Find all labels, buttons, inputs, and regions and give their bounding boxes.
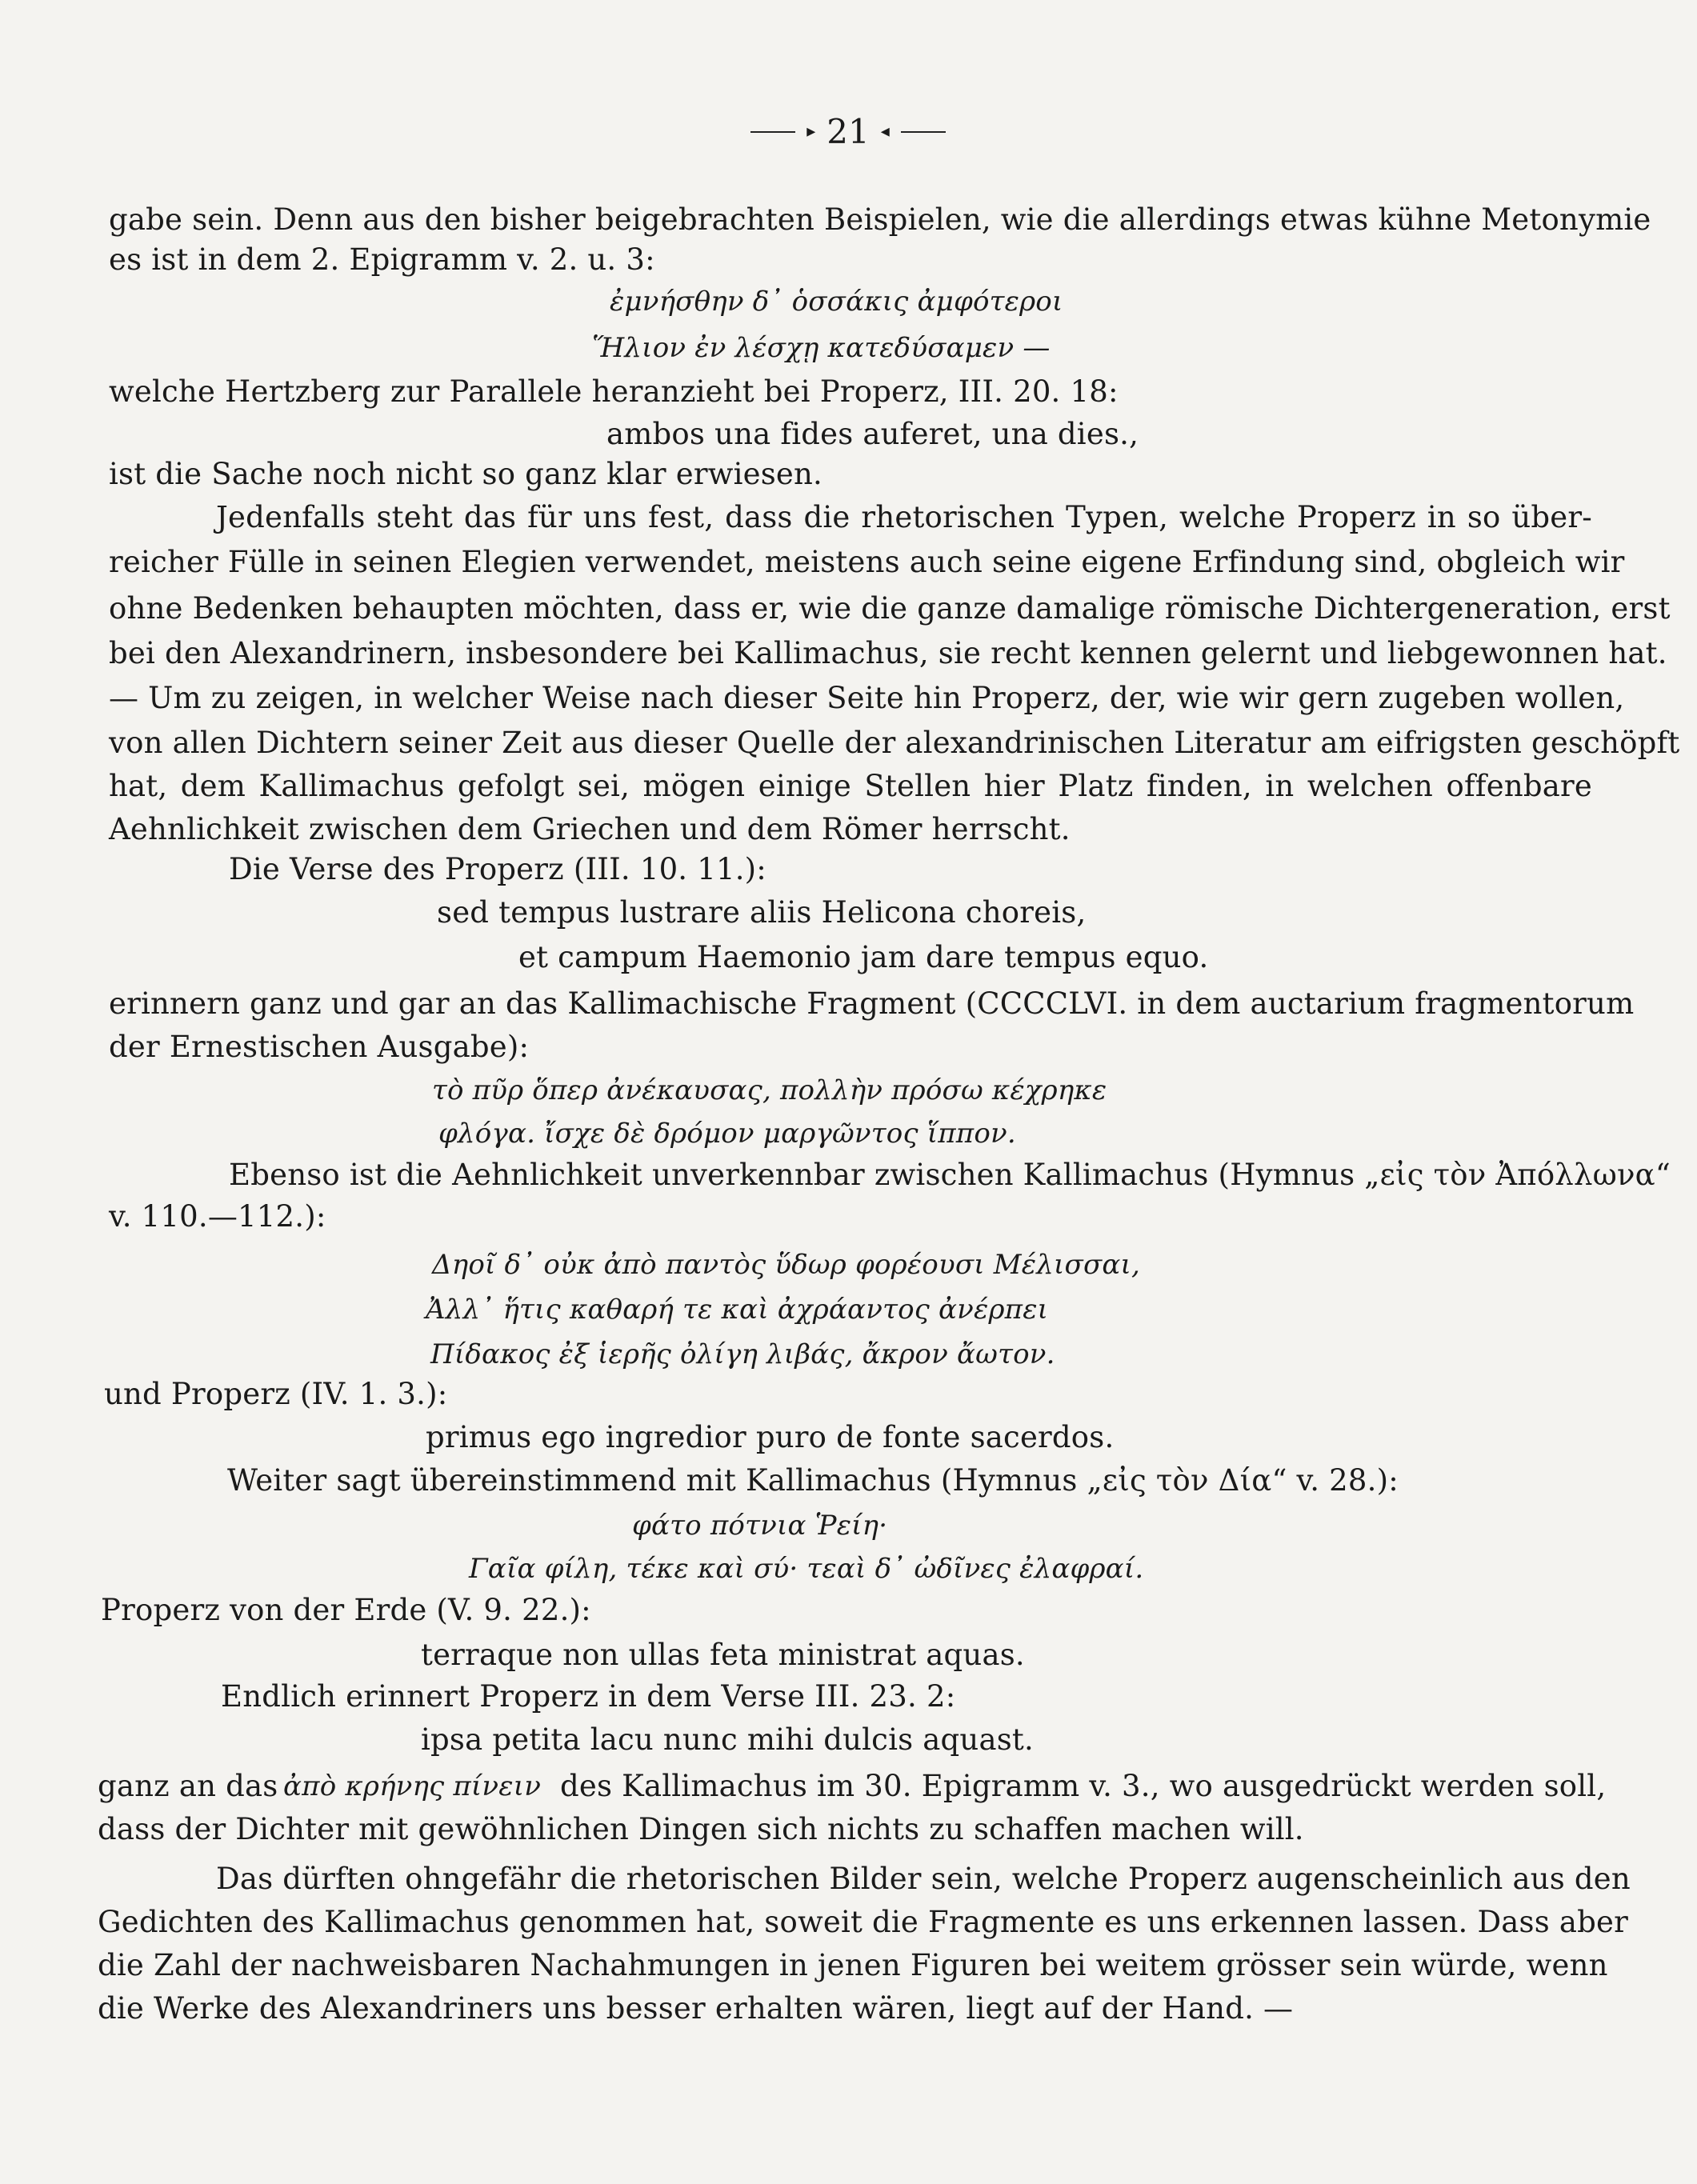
text-line: Ebenso ist die Aehnlichkeit unverkennbar zwischen Kallimachus (Hymnus „εἰς τὸν Ἀπόλλωνα“ <box>229 1158 1671 1192</box>
text-line: welche Hertzberg zur Parallele heranzieht bei Properz, III. 20. 18: <box>109 374 1119 409</box>
text-line: bei den Alexandrinern, insbesondere bei Kallimachus, sie recht kennen gelernt und liebgewonnen hat. <box>109 636 1667 670</box>
page-header <box>744 112 952 152</box>
text-line: Jedenfalls steht das für uns fest, dass die rhetorischen Typen, welche Properz in so über- <box>216 500 1592 534</box>
text-line: ist die Sache noch nicht so ganz klar erwiesen. <box>109 457 822 491</box>
greek-quote-line: Ἀλλ᾽ ἥτις καθαρή τε καὶ ἀχράαντος ἀνέρπει <box>426 1294 1049 1326</box>
text-line: die Zahl der nachweisbaren Nachahmungen in jenen Figuren bei weitem grösser sein würde, wenn <box>98 1948 1608 1982</box>
arrow-right-icon: ▸ <box>806 122 816 142</box>
greek-quote-line: ἐμνήσθην δ᾽ ὁσσάκις ἀμφότεροι <box>610 286 1063 318</box>
latin-quote-line: ipsa petita lacu nunc mihi dulcis aquast. <box>421 1722 1034 1757</box>
header-rule-left <box>750 131 795 133</box>
text-line: es ist in dem 2. Epigramm v. 2. u. 3: <box>109 242 655 277</box>
text-line: Das dürften ohngefähr die rhetorischen Bilder sein, welche Properz augenscheinlich aus den <box>216 1862 1631 1896</box>
text-line: Aehnlichkeit zwischen dem Griechen und dem Römer herrscht. <box>109 812 1071 846</box>
latin-quote-line: ambos una fides auferet, una dies., <box>606 417 1139 451</box>
text-line: von allen Dichtern seiner Zeit aus dieser Quelle der alexandrinischen Literatur am eifrigsten geschöpft <box>109 726 1680 760</box>
text-line: Endlich erinnert Properz in dem Verse III. 23. 2: <box>221 1679 956 1714</box>
text-line-segment: des Kallimachus im 30. Epigramm v. 3., wo ausgedrückt werden soll, <box>560 1769 1607 1803</box>
latin-quote-line: et campum Haemonio jam dare tempus equo. <box>518 940 1209 974</box>
text-line: reicher Fülle in seinen Elegien verwendet, meistens auch seine eigene Erfindung sind, obgleich wir <box>109 545 1625 579</box>
text-line: dass der Dichter mit gewöhnlichen Dingen sich nichts zu schaffen machen will. <box>98 1812 1304 1846</box>
text-line: der Ernestischen Ausgabe): <box>109 1030 530 1064</box>
greek-inline-quote: ἀπὸ κρήνης πίνειν <box>283 1770 542 1802</box>
text-line: die Werke des Alexandriners uns besser erhalten wären, liegt auf der Hand. — <box>98 1991 1294 2026</box>
text-line: erinnern ganz und gar an das Kallimachische Fragment (CCCCLVI. in dem auctarium fragmentorum <box>109 986 1635 1021</box>
text-line: und Properz (IV. 1. 3.): <box>104 1377 448 1411</box>
greek-quote-line: τὸ πῦρ ὅπερ ἀνέκαυσας, πολλὴν πρόσω κέχρηκε <box>432 1074 1107 1106</box>
header-rule-right <box>901 131 946 133</box>
greek-quote-line: Ἥλιον ἐν λέσχῃ κατεδύσαμεν — <box>592 332 1051 364</box>
text-line: gabe sein. Denn aus den bisher beigebrachten Beispielen, wie die allerdings etwas kühne Metonymie <box>109 202 1651 237</box>
text-line: Weiter sagt übereinstimmend mit Kallimachus (Hymnus „εἰς τὸν Δία“ v. 28.): <box>227 1463 1399 1498</box>
greek-quote-line: Δηοῖ δ᾽ οὐκ ἀπὸ παντὸς ὕδωρ φορέουσι Μέλισσαι, <box>432 1249 1141 1281</box>
arrow-left-icon: ◂ <box>880 122 890 142</box>
text-line: Die Verse des Properz (III. 10. 11.): <box>229 852 766 886</box>
text-line: hat, dem Kallimachus gefolgt sei, mögen einige Stellen hier Platz finden, in welchen offenbare <box>109 769 1592 803</box>
latin-quote-line: primus ego ingredior puro de fonte sacerdos. <box>426 1420 1115 1454</box>
greek-quote-line: φάτο πότνια Ῥείη· <box>632 1510 888 1542</box>
latin-quote-line: sed tempus lustrare aliis Helicona choreis, <box>437 895 1087 930</box>
greek-quote-line: Πίδακος ἐξ ἱερῆς ὀλίγη λιβάς, ἄκρον ἄωτον. <box>430 1338 1055 1370</box>
text-line: — Um zu zeigen, in welcher Weise nach dieser Seite hin Properz, der, wie wir gern zugeben wollen, <box>109 681 1625 715</box>
greek-quote-line: φλόγα. ἴσχε δὲ δρόμον μαργῶντος ἵππον. <box>438 1118 1016 1150</box>
text-line: ohne Bedenken behaupten möchten, dass er, wie die ganze damalige römische Dichtergeneration, erst <box>109 591 1671 626</box>
page-number: 21 <box>826 112 870 151</box>
latin-quote-line: terraque non ullas feta ministrat aquas. <box>421 1638 1025 1672</box>
text-line: Gedichten des Kallimachus genommen hat, soweit die Fragmente es uns erkennen lassen. Dass aber <box>98 1905 1629 1939</box>
greek-quote-line: Γαῖα φίλη, τέκε καὶ σύ· τεαὶ δ᾽ ὠδῖνες ἐλαφραί. <box>469 1553 1144 1585</box>
text-line-segment: ganz an das <box>98 1769 278 1803</box>
text-line: v. 110.—112.): <box>109 1199 326 1234</box>
text-line: Properz von der Erde (V. 9. 22.): <box>101 1593 591 1627</box>
